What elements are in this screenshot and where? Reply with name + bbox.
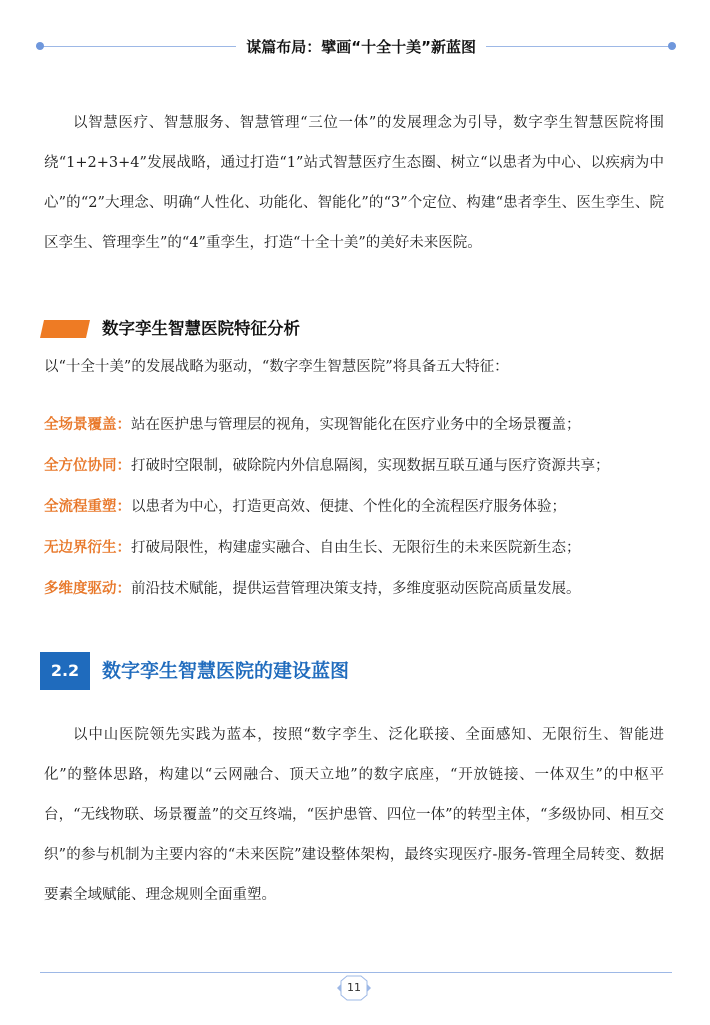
intro-paragraph: 以智慧医疗、智慧服务、智慧管理“三位一体”的发展理念为引导，数字孪生智慧医院将围绕“1+2+3+4”发展战略，通过打造“1”站式智慧医疗生态圈、树立“以患者为中心、以疾病为中心”的“2”大理念、明确“人性化、功能化、智能化”的“3”个定位、构建“患者孪生、医生孪生、院区孪生、管理孪生”的“4”重孪生，打造“十全十美”的美好未来医院。: [44, 115, 664, 251]
feature-item: [44, 569, 664, 610]
page-header: [36, 36, 676, 58]
features-heading: [40, 315, 640, 345]
feature-item: [44, 405, 664, 446]
feature-text: 以患者为中心，打造更高效、便捷、个性化的全流程医疗服务体验；: [131, 499, 566, 515]
header-title: 谋篇布局：擘画“十全十美”新蓝图: [236, 36, 486, 58]
feature-label: 多维度驱动：: [44, 581, 131, 597]
feature-label: 全流程重塑：: [44, 499, 131, 515]
features-heading-text: 数字孪生智慧医院特征分析: [102, 319, 300, 338]
section-heading: [40, 652, 640, 690]
orange-arrow-icon: [40, 320, 90, 338]
page-number: [337, 975, 371, 1001]
page-number-text: 11: [347, 981, 361, 994]
feature-item: [44, 487, 664, 528]
footer-rule: [40, 972, 672, 973]
feature-item: [44, 528, 664, 569]
section-number-badge: 2.2: [40, 652, 90, 690]
feature-label: 全场景覆盖：: [44, 417, 131, 433]
feature-text: 前沿技术赋能，提供运营管理决策支持，多维度驱动医院高质量发展。: [131, 581, 581, 597]
feature-label: 无边界衍生：: [44, 540, 131, 556]
feature-label: 全方位协同：: [44, 458, 131, 474]
header-dot-left: [36, 42, 44, 50]
feature-text: 打破时空限制，破除院内外信息隔阂，实现数据互联互通与医疗资源共享；: [131, 458, 610, 474]
feature-text: 打破局限性，构建虚实融合、自由生长、无限衍生的未来医院新生态；: [131, 540, 581, 556]
feature-text: 站在医护患与管理层的视角，实现智能化在医疗业务中的全场景覆盖；: [131, 417, 581, 433]
features-intro: 以“十全十美”的发展战略为驱动，“数字孪生智慧医院”将具备五大特征：: [44, 359, 509, 375]
features-list: [44, 405, 664, 610]
feature-item: [44, 446, 664, 487]
section-paragraph: 以中山医院领先实践为蓝本，按照“数字孪生、泛化联接、全面感知、无限衍生、智能进化”的整体思路，构建以“云网融合、顶天立地”的数字底座，“开放链接、一体双生”的中枢平台，“无线物联、场景覆盖”的交互终端，“医护患管、四位一体”的转型主体，“多级协同、相互交织”的参与机制为主要内容的“未来医院”建设整体架构，最终实现医疗-服务-管理全局转变、数据要素全域赋能、理念规则全面重塑。: [44, 727, 664, 903]
section-title: 数字孪生智慧医院的建设蓝图: [102, 660, 350, 682]
header-dot-right: [668, 42, 676, 50]
